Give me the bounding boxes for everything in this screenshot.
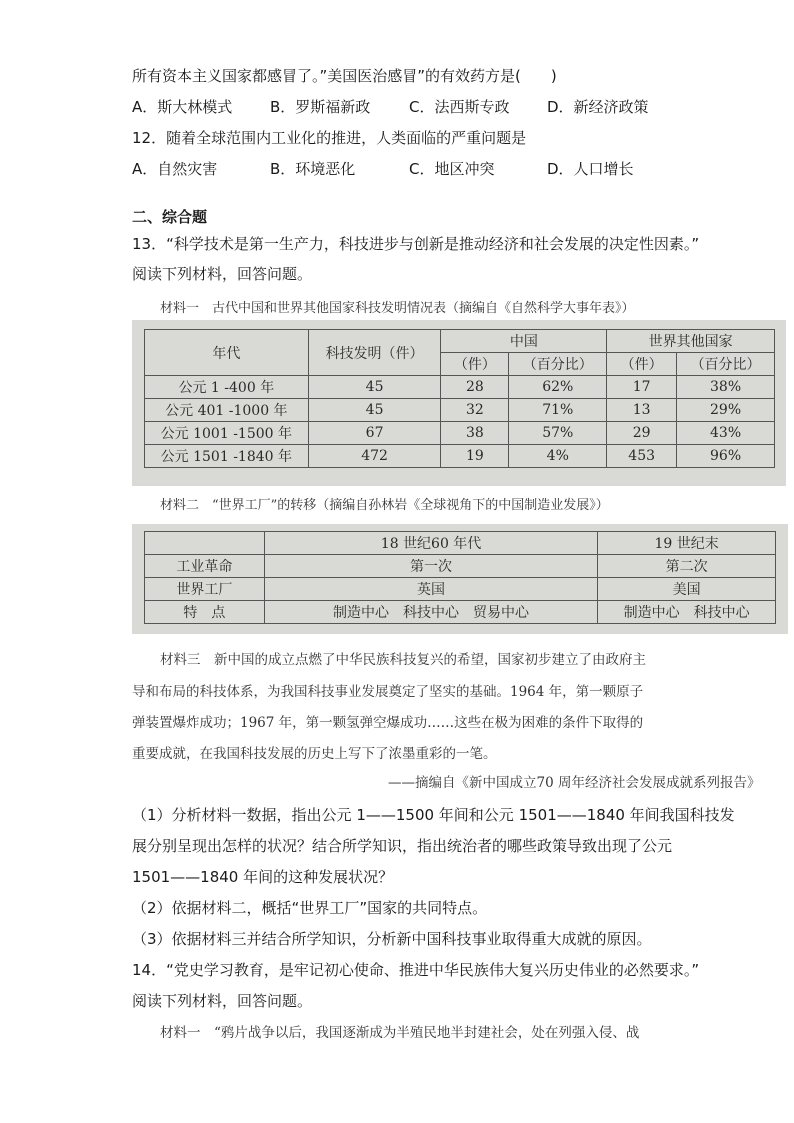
header-world-pct: （百分比） (677, 353, 775, 376)
cell-era: 公元 401 -1000 年 (145, 399, 309, 422)
cell-china-pct: 62% (509, 376, 607, 399)
cell-world-count: 29 (607, 422, 677, 445)
cell-us-features: 制造中心 科技中心 (598, 601, 776, 624)
world-factory-table (144, 531, 776, 624)
cell-uk: 英国 (264, 578, 597, 601)
cell-first: 第一次 (264, 555, 597, 578)
cell-inventions: 472 (308, 445, 441, 468)
row-label-features: 特 点 (145, 601, 265, 624)
cell-world-pct: 43% (677, 422, 775, 445)
material3-line-3: 弹装置爆炸成功；1967 年，第一颗氢弹空爆成功……这些在极为困难的条件下取得的 (132, 715, 644, 731)
header-world-count: （件） (607, 353, 677, 376)
cell-china-pct: 71% (509, 399, 607, 422)
cell-china-count: 32 (441, 399, 509, 422)
material3-line-1: 材料三 新中国的成立点燃了中华民族科技复兴的希望，国家初步建立了由政府主 (160, 652, 646, 668)
header-china-pct: （百分比） (509, 353, 607, 376)
cell-world-pct: 29% (677, 399, 775, 422)
material1-caption: 材料一 古代中国和世界其他国家科技发明情况表（摘编自《自然科学大事年表》） (160, 301, 635, 316)
cell-inventions: 45 (308, 376, 441, 399)
header-18th-century: 18 世纪60 年代 (264, 532, 597, 555)
header-era: 年代 (145, 330, 309, 376)
cell-world-pct: 38% (677, 376, 775, 399)
cell-second: 第二次 (598, 555, 776, 578)
cell-china-pct: 57% (509, 422, 607, 445)
cell-china-count: 19 (441, 445, 509, 468)
cell-world-count: 13 (607, 399, 677, 422)
q13-intro: 阅读下列材料，回答问题。 (132, 265, 313, 283)
cell-world-pct: 96% (677, 445, 775, 468)
table-row (145, 555, 776, 578)
q11-option-b[interactable]: B．罗斯福新政 (270, 98, 371, 116)
cell-world-count: 453 (607, 445, 677, 468)
q13-sub1-line-2: 展分别呈现出怎样的状况？结合所学知识，指出统治者的哪些政策导致出现了公元 (132, 837, 673, 855)
table-row (145, 376, 775, 399)
q13-quote: 13．“科学技术是第一生产力，科技进步与创新是推动经济和社会发展的决定性因素。” (132, 235, 700, 253)
q12-option-c[interactable]: C．地区冲突 (409, 160, 495, 178)
header-world: 世界其他国家 (607, 330, 775, 353)
header-china-count: （件） (441, 353, 509, 376)
q14-intro: 阅读下列材料，回答问题。 (132, 992, 313, 1010)
material2-caption: 材料二 “世界工厂”的转移（摘编自孙林岩《全球视角下的中国制造业发展》） (160, 498, 609, 513)
q11-stem-line: 所有资本主义国家都感冒了。”美国医治感冒”的有效药方是( ) (132, 67, 557, 85)
q11-option-c[interactable]: C．法西斯专政 (409, 98, 510, 116)
q13-sub1-line-3: 1501——1840 年间的这种发展状况？ (132, 868, 394, 886)
q12-option-a[interactable]: A．自然灾害 (132, 160, 218, 178)
header-china: 中国 (441, 330, 607, 353)
q13-sub1-line-1: （1）分析材料一数据，指出公元 1——1500 年间和公元 1501——1840 年间我国科技发 (132, 806, 735, 824)
q12-option-d[interactable]: D．人口增长 (547, 160, 634, 178)
row-label-factory: 世界工厂 (145, 578, 265, 601)
material3-source: ——摘编自《新中国成立70 周年经济社会发展成就系列报告》 (388, 775, 761, 791)
table-row (145, 399, 775, 422)
table-row (145, 601, 776, 624)
cell-era: 公元 1001 -1500 年 (145, 422, 309, 445)
cell-inventions: 67 (308, 422, 441, 445)
q14-material1-line: 材料一 “鸦片战争以后，我国逐渐成为半殖民地半封建社会，处在列强入侵、战 (160, 1025, 640, 1041)
header-inventions: 科技发明（件） (308, 330, 441, 376)
material3-line-2: 导和布局的科技体系，为我国科技事业发展奠定了坚实的基础。1964 年，第一颗原子 (132, 684, 644, 700)
q11-option-a[interactable]: A．斯大林模式 (132, 98, 233, 116)
cell-china-count: 38 (441, 422, 509, 445)
table-row (145, 578, 776, 601)
cell-uk-features: 制造中心 科技中心 贸易中心 (264, 601, 597, 624)
cell-us: 美国 (598, 578, 776, 601)
q14-quote: 14．“党史学习教育，是牢记初心使命、推进中华民族伟大复兴历史伟业的必然要求。” (132, 961, 700, 979)
cell-era: 公元 1 -400 年 (145, 376, 309, 399)
row-label-revolution: 工业革命 (145, 555, 265, 578)
q12-stem: 12．随着全球范围内工业化的推进，人类面临的严重问题是 (132, 129, 527, 147)
cell-china-count: 28 (441, 376, 509, 399)
q13-sub2: （2）依据材料二，概括“世界工厂”国家的共同特点。 (132, 899, 488, 917)
cell-inventions: 45 (308, 399, 441, 422)
q13-sub3: （3）依据材料三并结合所学知识，分析新中国科技事业取得重大成就的原因。 (132, 930, 652, 948)
material3-line-4: 重要成就，在我国科技发展的历史上写下了浓墨重彩的一笔。 (132, 746, 497, 762)
table-row (145, 422, 775, 445)
cell-era: 公元 1501 -1840 年 (145, 445, 309, 468)
invention-table (144, 329, 775, 468)
cell-china-pct: 4% (509, 445, 607, 468)
q11-option-d[interactable]: D．新经济政策 (547, 98, 649, 116)
corner-cell (145, 532, 265, 555)
table-row (145, 445, 775, 468)
section-heading: 二、综合题 (132, 208, 208, 226)
q12-option-b[interactable]: B．环境恶化 (270, 160, 356, 178)
header-19th-century: 19 世纪末 (598, 532, 776, 555)
cell-world-count: 17 (607, 376, 677, 399)
